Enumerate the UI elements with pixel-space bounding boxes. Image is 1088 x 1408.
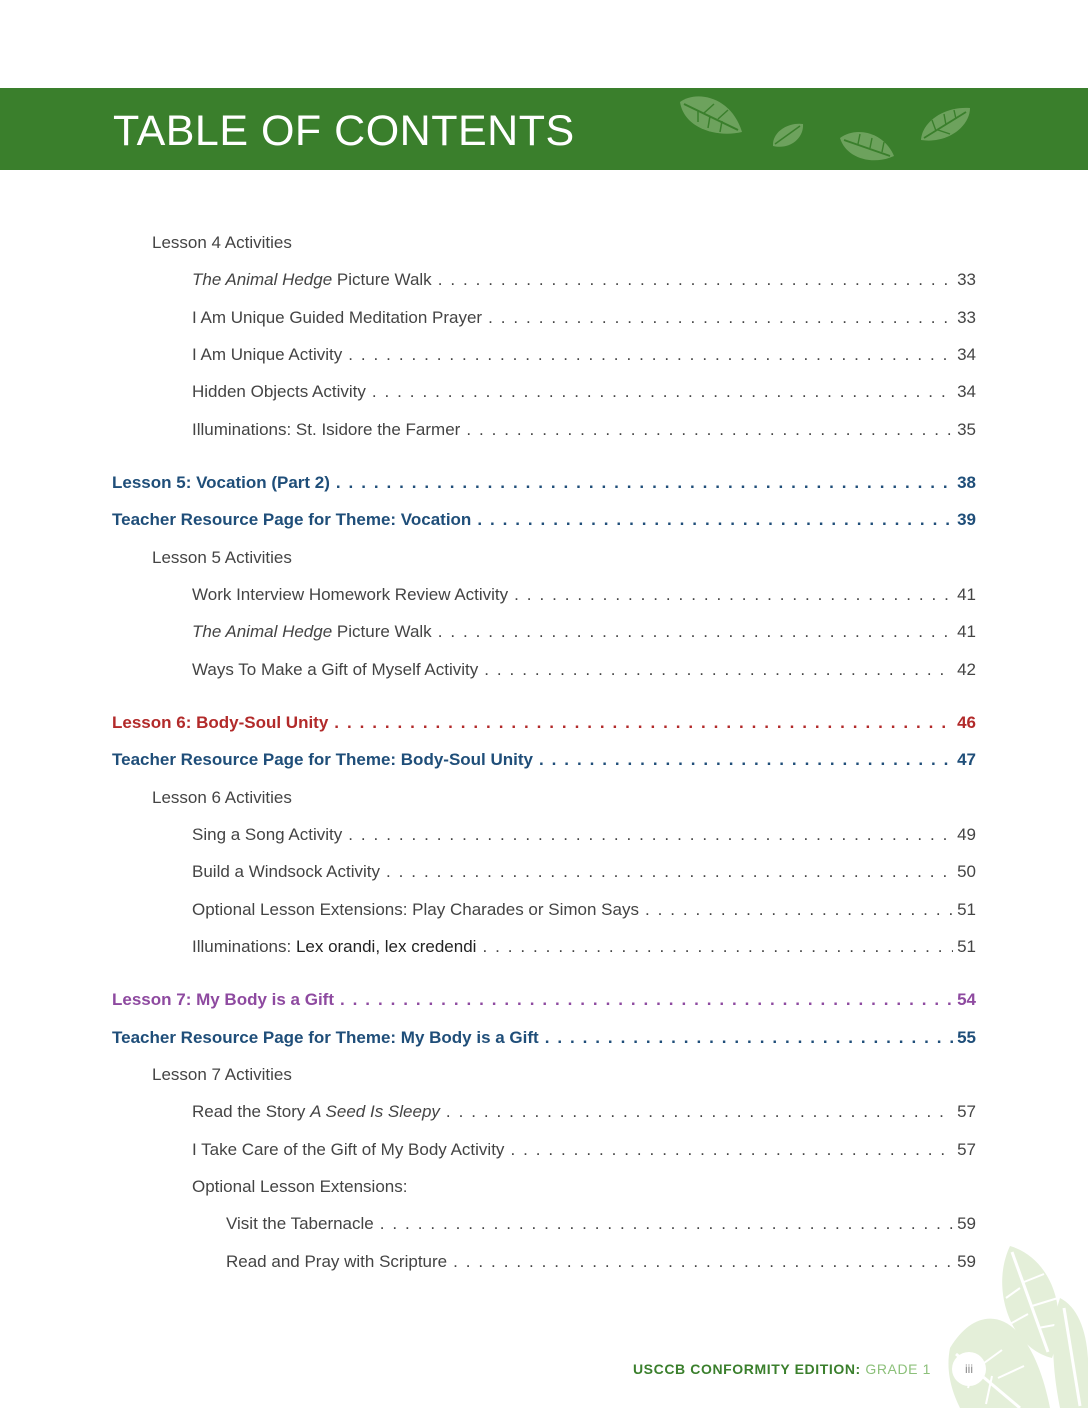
entry-label: Read and Pray with Scripture [226,1252,448,1271]
toc-entry[interactable] [192,1137,976,1163]
page-number: 46 [957,713,976,732]
entry-label: Build a Windsock Activity [192,862,381,881]
entry-label: I Am Unique Guided Meditation Prayer [192,308,483,327]
leader-dots [372,379,953,405]
toc-entry[interactable] [192,342,976,368]
leader-dots [477,507,953,533]
footer-edition: USCCB CONFORMITY EDITION: GRADE 1 [632,1361,931,1377]
toc-entry[interactable] [192,582,976,608]
page-number: 35 [957,420,976,439]
page-number: 54 [957,990,976,1009]
leader-dots [380,1211,953,1237]
entry-label: Visit the Tabernacle [226,1214,374,1233]
entry-label: Teacher Resource Page for Theme: Vocation [112,510,472,529]
toc-entry[interactable] [192,822,976,848]
toc-teacher-resource-vocation[interactable] [112,507,976,533]
entry-label: Lesson 5: Vocation (Part 2) [112,473,330,492]
leader-dots [336,470,953,496]
latin-phrase: Lex orandi, lex credendi [295,937,477,956]
toc-teacher-resource-body-gift[interactable] [112,1025,976,1051]
toc-entry[interactable]: Illuminations: Lex orandi, lex credendi . . . 51 [192,934,976,960]
leader-dots [539,747,953,773]
toc-entry[interactable]: The Animal Hedge Picture Walk . . . 41 [192,619,976,645]
page-number: 55 [957,1028,976,1047]
leader-dots [348,822,953,848]
leader-dots [446,1099,953,1125]
footer-grade: GRADE 1 [865,1361,931,1377]
page-number: 49 [957,825,976,844]
leader-dots [484,657,953,683]
leader-dots [488,305,953,331]
toc-entry[interactable] [192,305,976,331]
leader-dots [514,582,953,608]
toc-lesson-5[interactable] [112,470,976,496]
entry-label: Lesson 6: Body-Soul Unity [112,713,329,732]
toc-entry[interactable] [226,1249,976,1275]
page-number: 33 [957,270,976,289]
entry-label: Lesson 7: My Body is a Gift [112,990,334,1009]
toc-entry[interactable] [192,417,976,443]
page-number: 38 [957,473,976,492]
lesson4-activities-heading: Lesson 4 Activities [152,233,292,252]
leader-dots [438,267,953,293]
entry-label: Hidden Objects Activity [192,382,366,401]
leader-dots [645,897,953,923]
page-number: 57 [957,1102,976,1121]
leader-dots [453,1249,953,1275]
leader-dots [438,619,953,645]
book-title: The Animal Hedge [192,270,333,289]
page-number: 34 [957,382,976,401]
entry-label: Ways To Make a Gift of Myself Activity [192,660,479,679]
toc-entry[interactable] [192,379,976,405]
lesson6-activities-heading: Lesson 6 Activities [152,788,292,807]
entry-label: Teacher Resource Page for Theme: My Body is a Gift [112,1028,539,1047]
entry-label: Optional Lesson Extensions: Play Charades or Simon Says [192,900,639,919]
entry-label: I Take Care of the Gift of My Body Activity [192,1140,505,1159]
toc-entry[interactable] [226,1211,976,1237]
toc-lesson-6[interactable] [112,710,976,736]
toc-entry[interactable] [192,657,976,683]
leader-dots [466,417,953,443]
page-number: 59 [957,1214,976,1233]
toc-teacher-resource-body-soul[interactable] [112,747,976,773]
page-number: 50 [957,862,976,881]
page-number: 51 [957,900,976,919]
page-title: TABLE OF CONTENTS [113,107,575,155]
entry-label: I Am Unique Activity [192,345,343,364]
leader-dots [386,859,953,885]
entry-label: Teacher Resource Page for Theme: Body-Soul Unity [112,750,533,769]
page-number: 41 [957,622,976,641]
leader-dots [348,342,953,368]
page-number: 47 [957,750,976,769]
entry-label: Work Interview Homework Review Activity [192,585,509,604]
toc-entry[interactable]: The Animal Hedge Picture Walk . . . 33 [192,267,976,293]
book-title: A Seed Is Sleepy [310,1102,440,1121]
book-title: The Animal Hedge [192,622,333,641]
page-number: 34 [957,345,976,364]
entry-label: Illuminations: St. Isidore the Farmer [192,420,461,439]
page-number: 33 [957,308,976,327]
leader-dots [482,934,953,960]
toc-entry[interactable]: Read the Story A Seed Is Sleepy . . . 57 [192,1099,976,1125]
page-number: 42 [957,660,976,679]
toc-lesson-7[interactable] [112,987,976,1013]
page-number-badge: iii [952,1352,986,1386]
page-number: 57 [957,1140,976,1159]
optional-extensions-heading: Optional Lesson Extensions: [192,1177,408,1196]
page-number: 51 [957,937,976,956]
leader-dots [510,1137,953,1163]
leader-dots [545,1025,953,1051]
page-number: 41 [957,585,976,604]
lesson7-activities-heading: Lesson 7 Activities [152,1065,292,1084]
lesson5-activities-heading: Lesson 5 Activities [152,548,292,567]
page-number: 59 [957,1252,976,1271]
toc-entry[interactable] [192,897,976,923]
leader-dots [334,710,953,736]
toc-entry[interactable] [192,859,976,885]
entry-label: Sing a Song Activity [192,825,343,844]
leader-dots [340,987,953,1013]
page-number: 39 [957,510,976,529]
